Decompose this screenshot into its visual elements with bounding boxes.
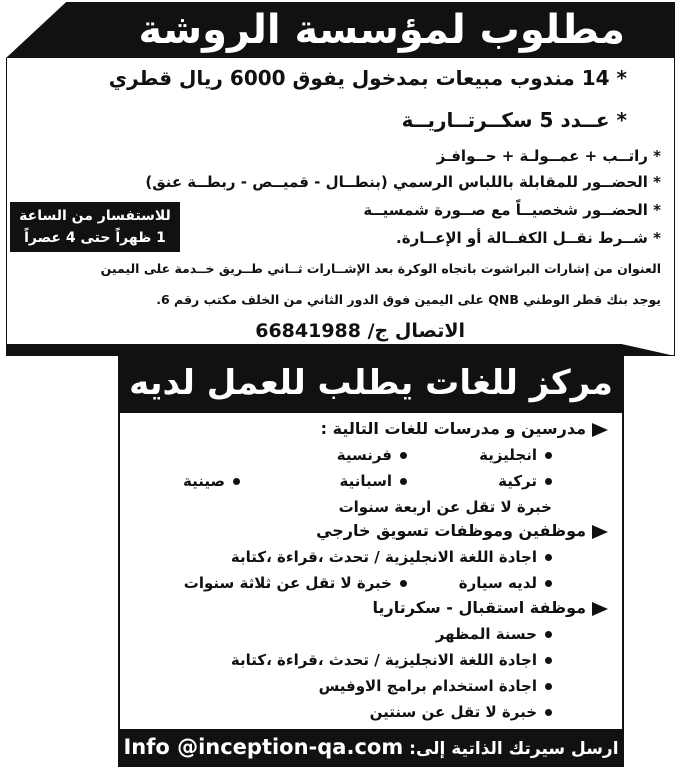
reception-office <box>319 677 552 695</box>
bullet-dot-icon <box>233 478 240 485</box>
bullet-dot-icon <box>545 580 552 587</box>
contact-phone: الاتصال ج/ 66841988 <box>255 320 465 342</box>
ad-language-title: مركز للغات يطلب للعمل لديه <box>120 353 622 413</box>
bullet-dot-icon <box>545 657 552 664</box>
requirement-label: اجادة اللغة الانجليزية / تحدث ،قراءة ،كتابة <box>230 548 537 566</box>
marketing-experience <box>184 574 407 592</box>
bullet-dot-icon <box>400 580 407 587</box>
language-turkish <box>498 472 552 490</box>
language-spanish <box>340 472 408 490</box>
bullet-dress-code: * الحضــور للمقابلة باللباس الرسمي (بنطــال - قميــص - ربطــة عنق) <box>145 173 661 191</box>
bullet-photo: * الحضــور شخصيــاً مع صــورة شمسيــة <box>363 201 661 219</box>
bullet-dot-icon <box>400 452 407 459</box>
address-line-1: العنوان من إشارات البراشوت باتجاه الوكرة بعد الإشــارات ثــاني طــريق خــدمة على اليمين <box>100 261 661 276</box>
ad-language-center <box>118 351 624 767</box>
arrow-icon <box>592 525 608 539</box>
section-teachers-label: مدرسين و مدرسات للغات التالية : <box>320 419 586 438</box>
arrow-icon <box>592 602 608 616</box>
section-reception-label: موظفة استقبال - سكرتاريا <box>372 598 586 617</box>
section-marketing-label: موظفين وموظفات تسويق خارجي <box>316 521 586 540</box>
requirement-label: خبرة لا تقل عن سنتين <box>369 703 537 721</box>
language-label: صينية <box>183 472 225 490</box>
ad-language-footer <box>120 729 622 765</box>
arrow-icon <box>592 423 608 437</box>
requirement-label: اجادة استخدام برامج الاوفيس <box>318 677 537 695</box>
requirement-label: لديه سيارة <box>458 574 537 592</box>
requirement-label: حسنة المظهر <box>435 625 537 643</box>
section-marketing-heading <box>316 521 608 540</box>
inquiry-line-2: 1 ظهراً حتى 4 عصراً <box>24 230 166 246</box>
bullet-dot-icon <box>545 478 552 485</box>
section-teachers-heading <box>321 419 608 438</box>
requirement-label: خبرة لا تقل عن ثلاثة سنوات <box>183 574 392 592</box>
language-label: تركية <box>498 472 537 490</box>
reception-english <box>231 651 552 669</box>
reception-experience <box>370 703 552 721</box>
bullet-dot-icon <box>545 554 552 561</box>
language-label: فرنسية <box>336 446 392 464</box>
marketing-car <box>459 574 552 592</box>
marketing-english <box>231 548 552 566</box>
bullet-dot-icon <box>545 631 552 638</box>
bullet-dot-icon <box>545 683 552 690</box>
ad-rawsha <box>6 2 675 356</box>
requirement-label: اجادة اللغة الانجليزية / تحدث ،قراءة ،كتابة <box>230 651 537 669</box>
language-chinese <box>183 472 240 490</box>
bullet-salary: * راتــب + عمــولـة + حــوافـز <box>436 147 661 165</box>
bullet-sponsorship: * شــرط نقــل الكفــالة أو الإعــارة. <box>396 229 661 247</box>
bullet-dot-icon <box>400 478 407 485</box>
address-line-2: يوجد بنك قطر الوطني QNB على اليمين فوق الدور الثاني من الخلف مكتب رقم 6. <box>156 292 661 307</box>
headline-secretaries: * عــدد 5 سكــرتــاريــة <box>401 108 627 132</box>
bullet-dot-icon <box>545 452 552 459</box>
bullet-dot-icon <box>545 709 552 716</box>
language-label: اسبانية <box>339 472 392 490</box>
language-label: انجليزية <box>479 446 537 464</box>
teachers-experience: خبرة لا تقل عن اربعة سنوات <box>338 498 552 516</box>
inquiry-hours-box <box>10 202 180 252</box>
contact-email[interactable]: Info @inception-qa.com <box>123 735 404 759</box>
section-reception-heading <box>373 598 609 617</box>
footer-label: ارسل سيرتك الذاتية إلى: <box>409 739 619 759</box>
language-french <box>337 446 407 464</box>
ad-rawsha-title: مطلوب لمؤسسة الروشة <box>138 7 625 53</box>
inquiry-line-1: للاستفسار من الساعة <box>19 208 171 224</box>
reception-appearance <box>436 625 552 643</box>
headline-sales-reps: * 14 مندوب مبيعات بمدخول يفوق 6000 ريال قطري <box>108 66 627 90</box>
language-english <box>479 446 552 464</box>
